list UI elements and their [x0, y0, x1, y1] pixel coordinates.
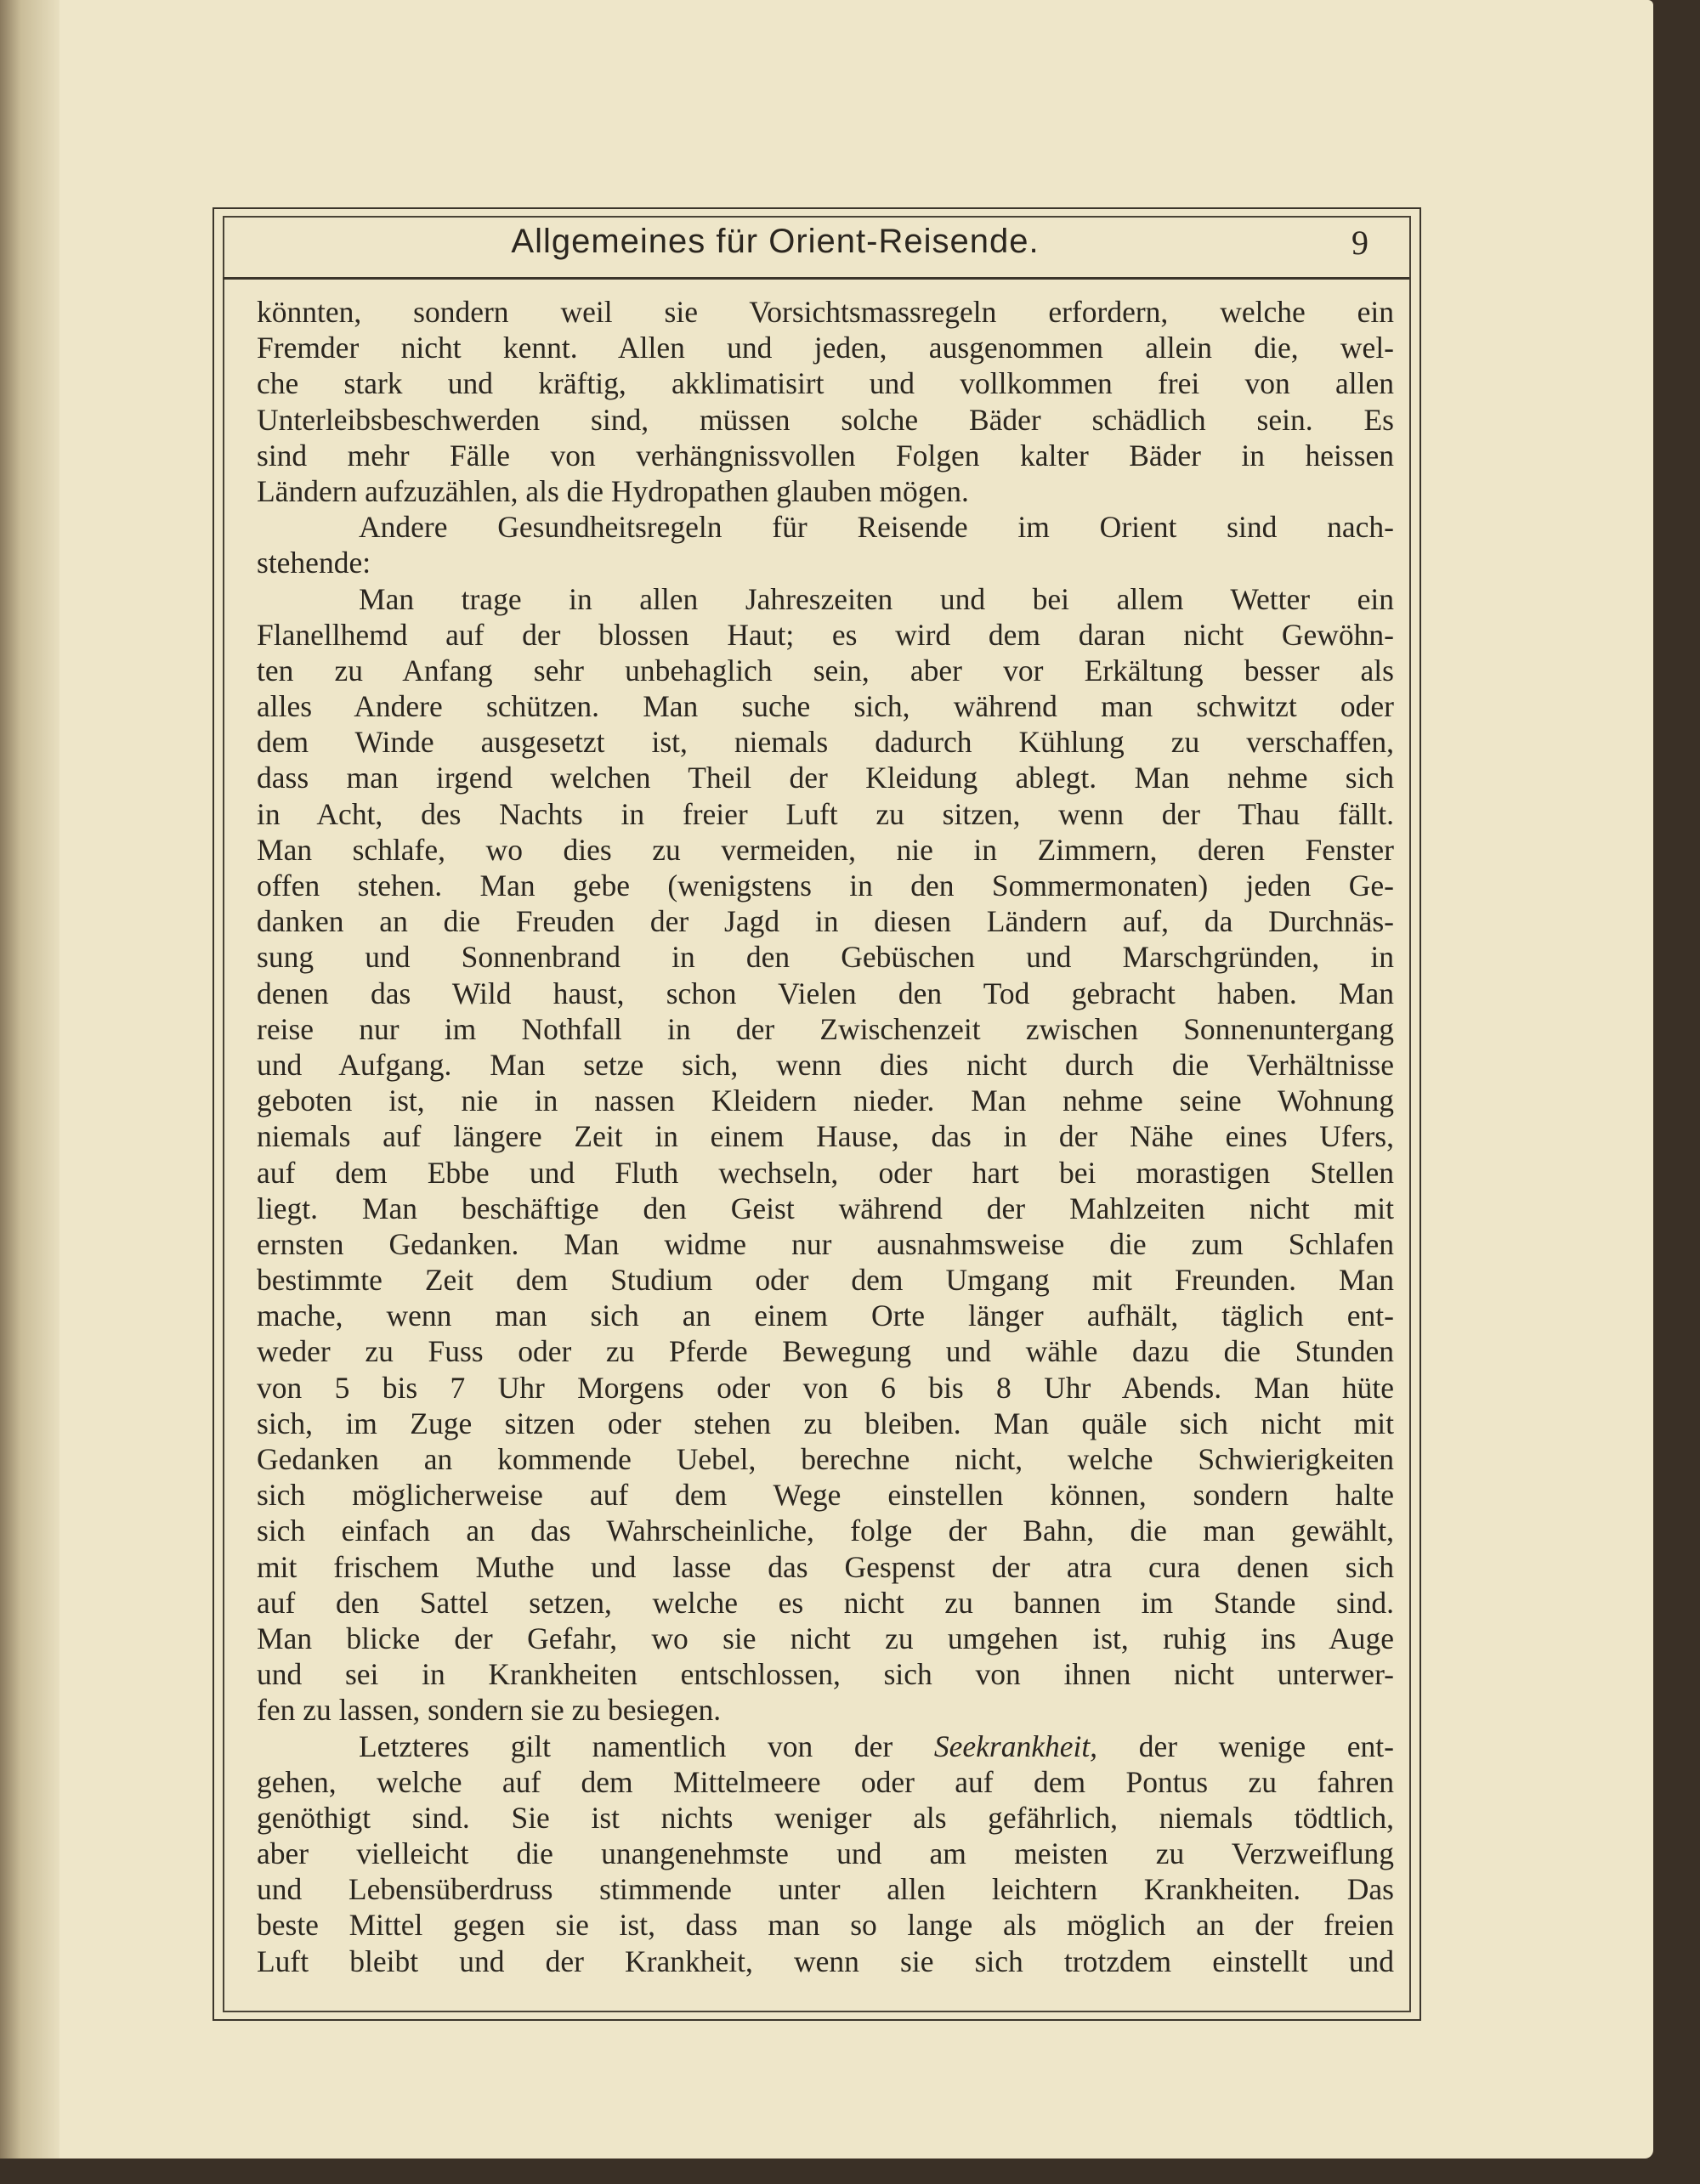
text-line: beste Mittel gegen sie ist, dass man so lange als möglich an der freien: [257, 1908, 1394, 1943]
text-line: sich einfach an das Wahrscheinliche, folge der Bahn, die man gewählt,: [257, 1514, 1394, 1548]
text-line: Flanellhemd auf der blossen Haut; es wird dem daran nicht Gewöhn-: [257, 617, 1394, 652]
text-line: Ländern aufzuzählen, als die Hydropathen glauben mögen.: [257, 473, 969, 508]
book-binding-edge: [0, 0, 60, 2159]
text-line: Gedanken an kommende Uebel, berechne nicht, welche Schwierigkeiten: [257, 1442, 1394, 1476]
text-run: Letzteres gilt namentlich von der: [359, 1729, 934, 1763]
text-line: [257, 1729, 1394, 1764]
text-line: dass man irgend welchen Theil der Kleidung ablegt. Man nehme sich: [257, 761, 1394, 795]
text-line: mache, wenn man sich an einem Orte länger aufhält, täglich ent-: [257, 1299, 1394, 1333]
text-line: Man schlafe, wo dies zu vermeiden, nie in Zimmern, deren Fenster: [257, 832, 1394, 867]
text-line: genöthigt sind. Sie ist nichts weniger als gefährlich, niemals tödtlich,: [257, 1800, 1394, 1835]
text-line: ten zu Anfang sehr unbehaglich sein, aber vor Erkältung besser als: [257, 653, 1394, 687]
text-line: Andere Gesundheitsregeln für Reisende im Orient sind nach-: [359, 510, 1394, 545]
text-line: sich, im Zuge sitzen oder stehen zu bleiben. Man quäle sich nicht mit: [257, 1406, 1394, 1440]
text-line: auf dem Ebbe und Fluth wechseln, oder hart bei morastigen Stellen: [257, 1155, 1394, 1190]
text-line: Man blicke der Gefahr, wo sie nicht zu umgehen ist, ruhig ins Auge: [257, 1621, 1394, 1655]
text-line: weder zu Fuss oder zu Pferde Bewegung und wähle dazu die Stunden: [257, 1334, 1394, 1369]
text-line: aber vielleicht die unangenehmste und am meisten zu Verzweiflung: [257, 1836, 1394, 1871]
text-line: von 5 bis 7 Uhr Morgens oder von 6 bis 8 Uhr Abends. Man hüte: [257, 1370, 1394, 1405]
text-line: und Lebensüberdruss stimmende unter allen leichtern Krankheiten. Das: [257, 1872, 1394, 1907]
header-rule: [223, 277, 1409, 280]
text-line: könnten, sondern weil sie Vorsichtsmassregeln erfordern, welche ein: [257, 295, 1394, 329]
text-line: danken an die Freuden der Jagd in diesen Ländern auf, da Durchnäs-: [257, 904, 1394, 939]
text-line: reise nur im Nothfall in der Zwischenzeit zwischen Sonnenuntergang: [257, 1011, 1394, 1046]
text-line: und Aufgang. Man setze sich, wenn dies nicht durch die Verhältnisse: [257, 1047, 1394, 1082]
text-line: ernsten Gedanken. Man widme nur ausnahmsweise die zum Schlafen: [257, 1226, 1394, 1261]
text-line: liegt. Man beschäftige den Geist während der Mahlzeiten nicht mit: [257, 1191, 1394, 1225]
running-title: Allgemeines für Orient-Reisende.: [511, 223, 1040, 260]
page-number: 9: [1352, 223, 1368, 262]
text-line: bestimmte Zeit dem Studium oder dem Umgang mit Freunden. Man: [257, 1263, 1394, 1298]
text-line: gehen, welche auf dem Mittelmeere oder auf dem Pontus zu fahren: [257, 1764, 1394, 1799]
text-run: der wenige ent-: [1097, 1729, 1394, 1763]
text-line: niemals auf längere Zeit in einem Hause, das in der Nähe eines Ufers,: [257, 1119, 1394, 1154]
text-line: auf den Sattel setzen, welche es nicht zu bannen im Stande sind.: [257, 1585, 1394, 1620]
text-line: che stark und kräftig, akklimatisirt und vollkommen frei von allen: [257, 366, 1394, 401]
text-line: Fremder nicht kennt. Allen und jeden, ausgenommen allein die, wel-: [257, 331, 1394, 365]
text-line: und sei in Krankheiten entschlossen, sich von ihnen nicht unterwer-: [257, 1657, 1394, 1692]
text-line: Luft bleibt und der Krankheit, wenn sie sich trotzdem einstellt und: [257, 1944, 1394, 1978]
italic-term: Seekrankheit,: [933, 1729, 1098, 1763]
text-line: sung und Sonnenbrand in den Gebüschen und Marschgründen, in: [257, 940, 1394, 975]
text-line: sich möglicherweise auf dem Wege einstellen können, sondern halte: [257, 1478, 1394, 1513]
text-line: stehende:: [257, 546, 371, 580]
text-line: in Acht, des Nachts in freier Luft zu sitzen, wenn der Thau fällt.: [257, 796, 1394, 831]
text-line: mit frischem Muthe und lasse das Gespenst der atra cura denen sich: [257, 1549, 1394, 1584]
text-line: fen zu lassen, sondern sie zu besiegen.: [257, 1693, 722, 1728]
body-text: [257, 294, 1394, 1979]
text-line: geboten ist, nie in nassen Kleidern nieder. Man nehme seine Wohnung: [257, 1084, 1394, 1118]
text-line: sind mehr Fälle von verhängnissvollen Folgen kalter Bäder in heissen: [257, 438, 1394, 472]
text-line: Man trage in allen Jahreszeiten und bei allem Wetter ein: [359, 581, 1394, 616]
text-line: offen stehen. Man gebe (wenigstens in den Sommermonaten) jeden Ge-: [257, 869, 1394, 902]
text-line: alles Andere schützen. Man suche sich, während man schwitzt oder: [257, 689, 1394, 724]
text-line: denen das Wild haust, schon Vielen den Tod gebracht haben. Man: [257, 976, 1394, 1010]
text-line: Unterleibsbeschwerden sind, müssen solche Bäder schädlich sein. Es: [257, 402, 1394, 437]
text-line: dem Winde ausgesetzt ist, niemals dadurch Kühlung zu verschaffen,: [257, 725, 1394, 760]
